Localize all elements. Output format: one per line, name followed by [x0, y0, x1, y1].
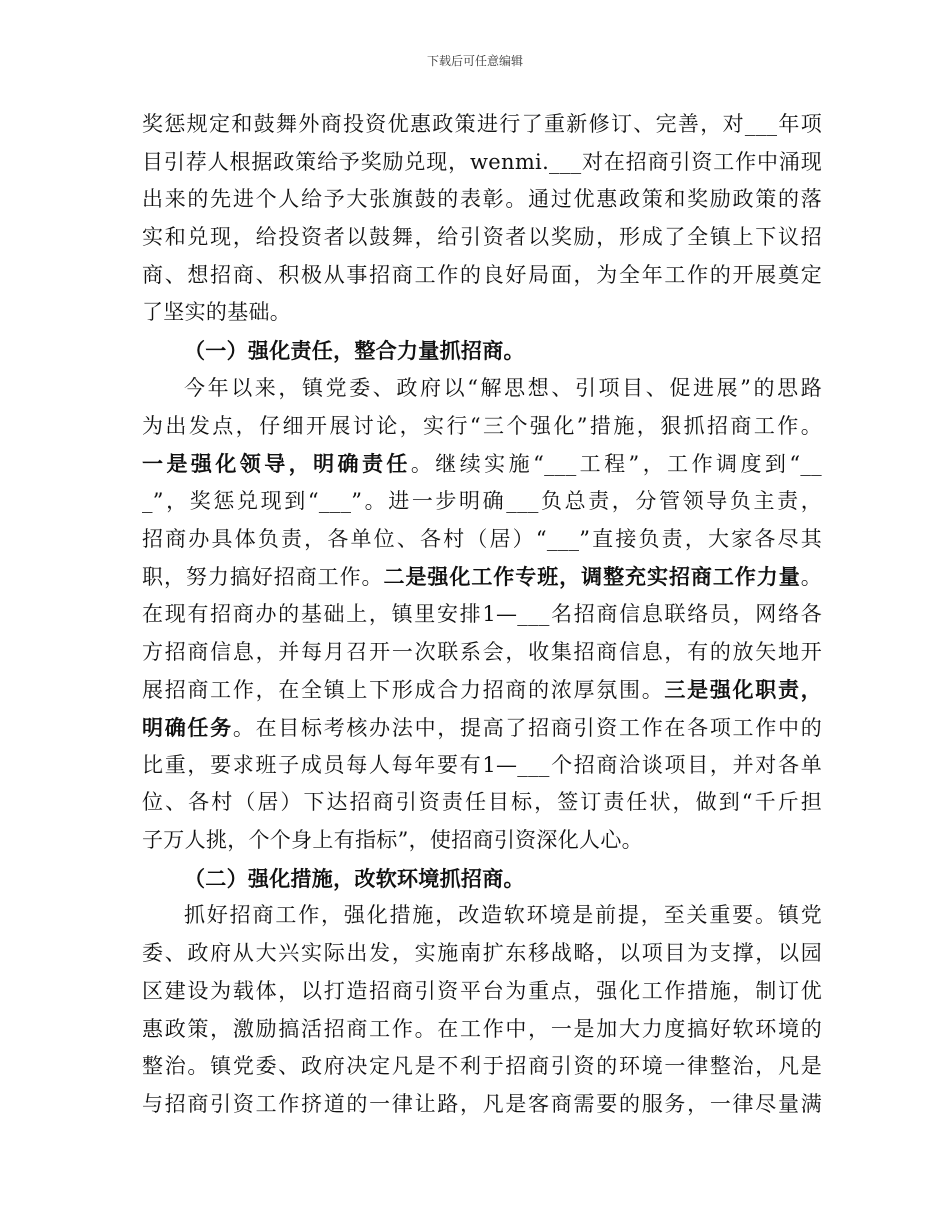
page-header: 下载后可任意编辑 — [426, 54, 523, 68]
paragraph-line — [142, 181, 822, 219]
text-segment: 委、政府从大兴实际出发，实施南扩东移战略，以项目为支撑，以园 — [142, 941, 822, 966]
paragraph-line — [142, 483, 822, 521]
bold-text-segment: 一是强化领导，明确责任 — [142, 451, 411, 477]
text-segment: 与招商引资工作挤道的一律让路，凡是客商需要的服务，一律尽量满 — [142, 1091, 822, 1116]
text-segment: 。在目标考核办法中，提高了招商引资工作在各项工作中的 — [232, 716, 822, 740]
document-body — [142, 106, 822, 1124]
text-segment: 。 — [800, 565, 822, 590]
text-segment: 展招商工作，在全镇上下形成合力招商的浓厚氛围。 — [142, 678, 665, 703]
paragraph-line — [142, 445, 822, 483]
text-segment: 为出发点，仔细开展讨论，实行“三个强化”措施，狠抓招商工作。 — [142, 413, 822, 438]
text-segment: （一）强化责任，整合力量抓招商。 — [184, 338, 525, 364]
bold-text-segment: 明确任务 — [142, 715, 233, 740]
text-segment: 招商办具体负责，各单位、各村（居）“___”直接负责，大家各尽其 — [142, 526, 822, 551]
paragraph-line — [142, 558, 822, 596]
paragraph-line — [142, 709, 822, 747]
bold-text-segment: 三是强化职责， — [664, 677, 822, 703]
paragraph-line — [142, 294, 822, 332]
paragraph-line — [142, 822, 822, 860]
section-heading — [142, 860, 822, 898]
text-segment: 职，努力搞好招商工作。 — [142, 565, 384, 590]
paragraph-line — [142, 634, 822, 672]
text-segment: 出来的先进个人给予大张旗鼓的表彰。通过优惠政策和奖励政策的落 — [142, 187, 822, 212]
text-segment: 在现有招商办的基础上，镇里安排1—___名招商信息联络员，网络各 — [142, 601, 822, 626]
paragraph-line — [142, 671, 822, 709]
paragraph-line — [142, 521, 822, 559]
paragraph-line — [142, 784, 822, 822]
text-segment: （二）强化措施，改软环境抓招商。 — [184, 865, 525, 891]
paragraph-line — [142, 1048, 822, 1086]
text-segment: 奖惩规定和鼓舞外商投资优惠政策进行了重新修订、完善，对___年项 — [142, 112, 822, 136]
paragraph-line — [142, 370, 822, 408]
text-segment: 惠政策，激励搞活招商工作。在工作中，一是加大力度搞好软环境的 — [142, 1016, 822, 1041]
text-segment: 整治。镇党委、政府决定凡是不利于招商引资的环境一律整治，凡是 — [142, 1054, 822, 1079]
paragraph-line — [142, 219, 822, 257]
paragraph-line — [142, 257, 822, 295]
text-segment: 区建设为载体，以打造招商引资平台为重点，强化工作措施，制订优 — [142, 978, 822, 1003]
text-segment: 。继续实施“___工程”，工作调度到“__ — [410, 452, 822, 477]
paragraph-line — [142, 1011, 822, 1049]
paragraph-line — [142, 897, 822, 935]
text-segment: 今年以来，镇党委、政府以“解思想、引项目、促进展”的思路 — [184, 375, 822, 400]
paragraph-line — [142, 935, 822, 973]
text-segment: 了坚实的基础。 — [142, 300, 292, 325]
text-segment: _”，奖惩兑现到“___”。进一步明确___负总责，分管领导负主责， — [142, 488, 822, 513]
paragraph-line — [142, 1086, 822, 1124]
paragraph-line — [142, 747, 822, 785]
paragraph-line — [142, 408, 822, 446]
text-segment: 商、想招商、积极从事招商工作的良好局面，为全年工作的开展奠定 — [142, 262, 822, 287]
text-segment: 目引荐人根据政策给予奖励兑现，wenmi.___对在招商引资工作中涌现 — [142, 149, 822, 174]
section-heading — [142, 332, 822, 370]
paragraph-line — [142, 973, 822, 1011]
paragraph-line — [142, 106, 822, 144]
bold-text-segment: 二是强化工作专班，调整充实招商工作力量 — [383, 564, 801, 590]
paragraph-line — [142, 144, 822, 182]
text-segment: 抓好招商工作，强化措施，改造软环境是前提，至关重要。镇党 — [184, 903, 822, 928]
text-segment: 方招商信息，并每月召开一次联系会，收集招商信息，有的放矢地开 — [142, 639, 822, 664]
text-segment: 实和兑现，给投资者以鼓舞，给引资者以奖励，形成了全镇上下议招 — [142, 225, 822, 250]
text-segment: 子万人挑，个个身上有指标”，使招商引资深化人心。 — [142, 828, 643, 853]
paragraph-line — [142, 596, 822, 634]
text-segment: 比重，要求班子成员每人每年要有1—___个招商洽谈项目，并对各单 — [142, 752, 822, 777]
text-segment: 位、各村（居）下达招商引资责任目标，签订责任状，做到“千斤担 — [142, 790, 822, 815]
